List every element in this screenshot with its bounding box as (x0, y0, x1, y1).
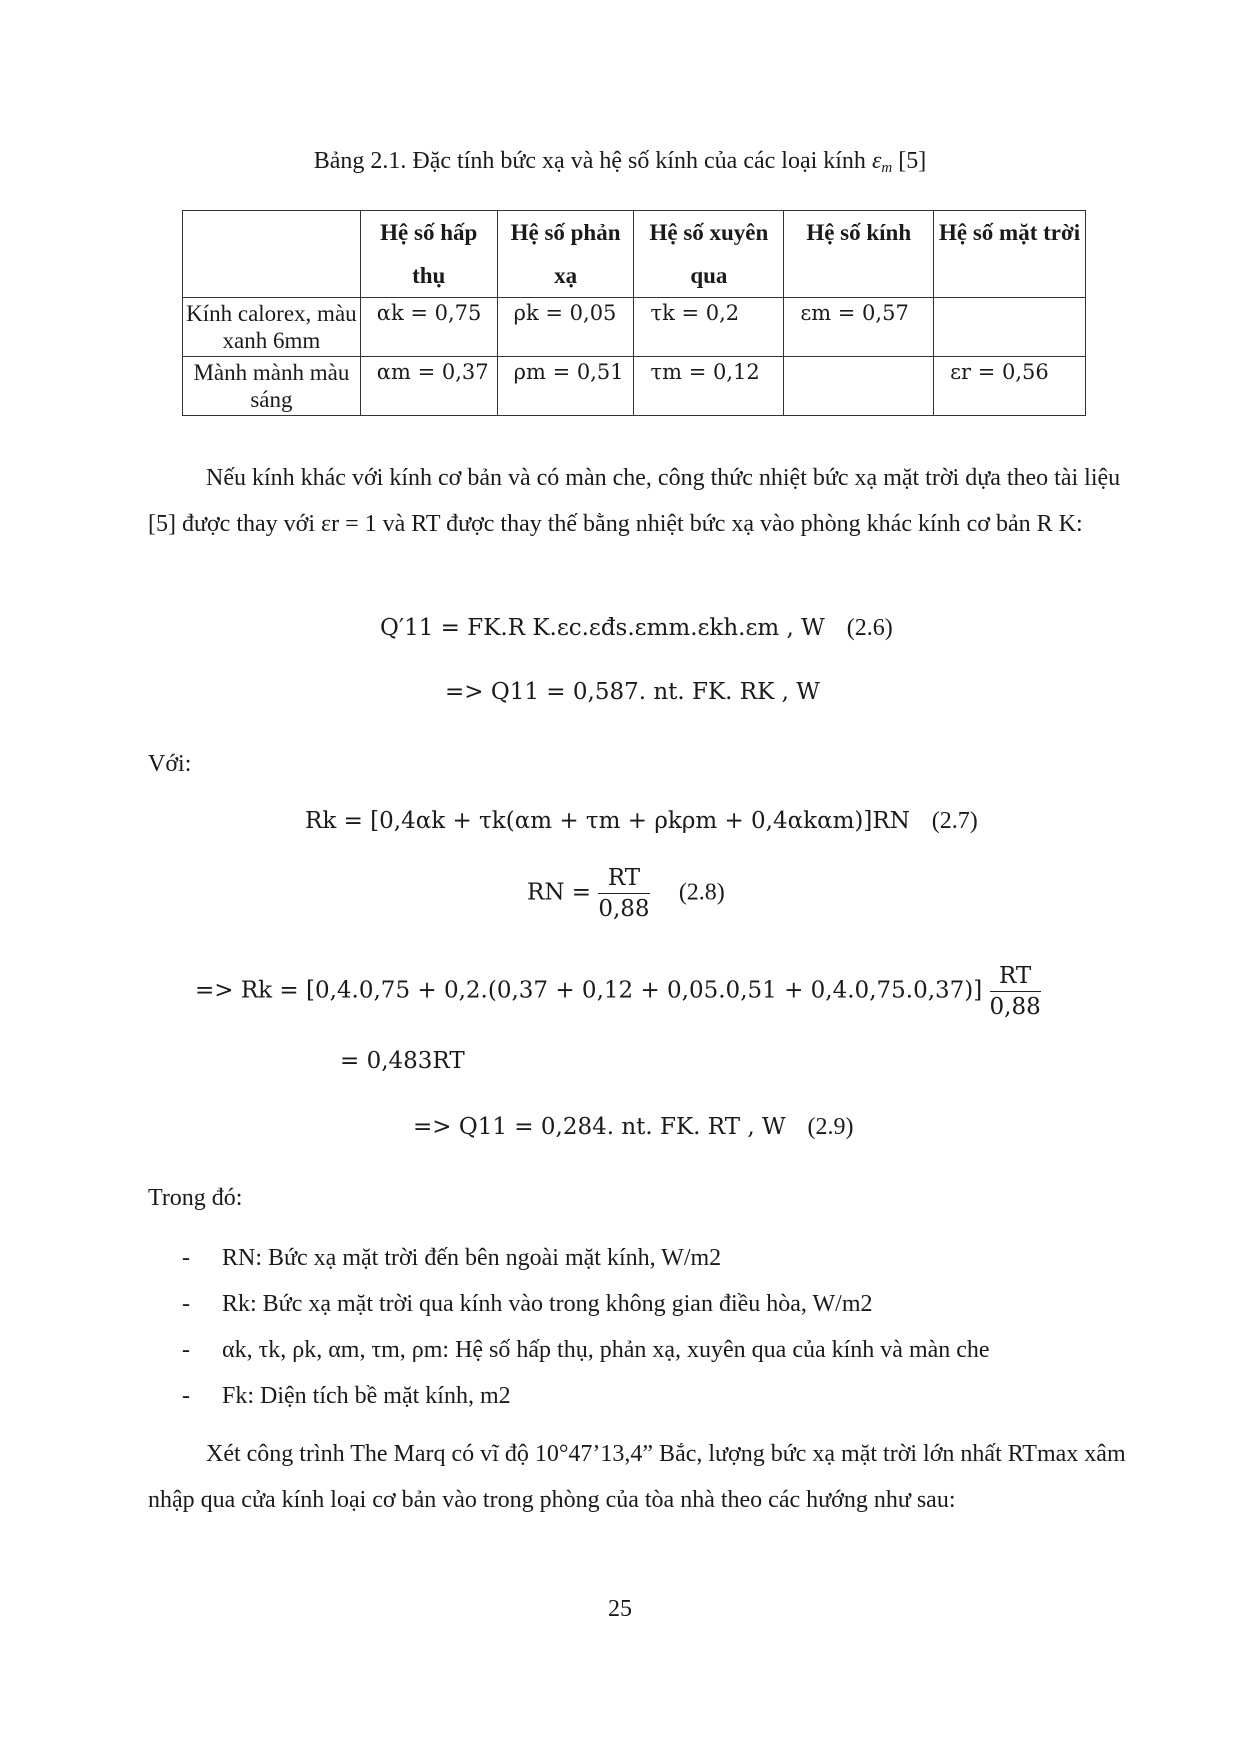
page-number: 25 (608, 1596, 632, 1622)
cell-tau-k: τk = 0,2 (634, 298, 784, 357)
list-item: - αk, τk, ρk, αm, τm, ρm: Hệ số hấp thụ, phản xạ, xuyên qua của kính và màn che (182, 1337, 990, 1363)
header-empty (183, 211, 361, 298)
cell-empty (934, 298, 1086, 357)
table-header-row (183, 211, 1086, 298)
table-row (183, 298, 1086, 357)
header-absorption: Hệ số hấp thụ (360, 211, 497, 298)
voi-label: Với: (148, 751, 192, 777)
cell-alpha-m: αm = 0,37 (360, 357, 497, 416)
equation-rk-calculation: => Rk = [0,4.0,75 + 0,2.(0,37 + 0,12 + 0,05.0,51 + 0,4.0,75.0,37)] $\frac{RT}{0,88}$ (195, 963, 1041, 1020)
paragraph-intro: Nếu kính khác với kính cơ bản và có màn che, công thức nhiệt bức xạ mặt trời dựa theo tài liệu [5] được thay với εr = 1 và RT được thay thế bằng nhiệt bức xạ vào phòng khác kính cơ bản R K: (148, 465, 1121, 537)
glass-properties-table (182, 210, 1086, 416)
cell-tau-m: τm = 0,12 (634, 357, 784, 416)
trong-do-label: Trong đó: (148, 1185, 243, 1211)
cell-rho-k: ρk = 0,05 (497, 298, 634, 357)
header-solar-coefficient: Hệ số mặt trời (934, 211, 1086, 298)
equation-q11: => Q11 = 0,587. nt. FK. RK , W (445, 679, 820, 705)
row-label: Kính calorex, màu xanh 6mm (183, 298, 361, 357)
list-item: - RN: Bức xạ mặt trời đến bên ngoài mặt kính, W/m2 (182, 1245, 722, 1271)
list-item: - Rk: Bức xạ mặt trời qua kính vào trong không gian điều hòa, W/m2 (182, 1291, 873, 1317)
table-caption: Bảng 2.1. Đặc tính bức xạ và hệ số kính của các loại kính $\varepsilon_m$ [5] (313, 148, 927, 176)
equation-rk-result: = 0,483RT (340, 1048, 465, 1074)
header-transmission: Hệ số xuyên qua (634, 211, 784, 298)
paragraph-the-marq: Xét công trình The Marq có vĩ độ 10°47’13,4” Bắc, lượng bức xạ mặt trời lớn nhất RTmax xâm nhập qua cửa kính loại cơ bản vào trong phòng của tòa nhà theo các hướng như sau: (148, 1441, 1126, 1513)
cell-empty (784, 357, 934, 416)
cell-epsilon-r: εr = 0,56 (934, 357, 1086, 416)
list-item: - Fk: Diện tích bề mặt kính, m2 (182, 1383, 511, 1409)
definition-list (182, 1235, 990, 1419)
cell-rho-m: ρm = 0,51 (497, 357, 634, 416)
cell-epsilon-m: εm = 0,57 (784, 298, 934, 357)
header-glass-coefficient: Hệ số kính (784, 211, 934, 298)
table-row (183, 357, 1086, 416)
equation-2-8: RN = $\frac{RT}{0,88}$ (2.8) (527, 865, 725, 922)
header-reflection: Hệ số phản xạ (497, 211, 634, 298)
equation-2-7: Rk = [0,4αk + τk(αm + τm + ρkρm + 0,4αkαm)]RN (2.7) (305, 808, 978, 834)
cell-alpha-k: αk = 0,75 (360, 298, 497, 357)
fraction: $\frac{RT}{0,88}$ (989, 963, 1041, 1020)
row-label: Mành mành màu sáng (183, 357, 361, 416)
fraction: $\frac{RT}{0,88}$ (598, 865, 650, 922)
equation-2-9: => Q11 = 0,284. nt. FK. RT , W (2.9) (413, 1114, 854, 1140)
equation-2-6: Q′11 = FK.R K.εc.εđs.εmm.εkh.εm , W (2.6) (380, 615, 893, 641)
